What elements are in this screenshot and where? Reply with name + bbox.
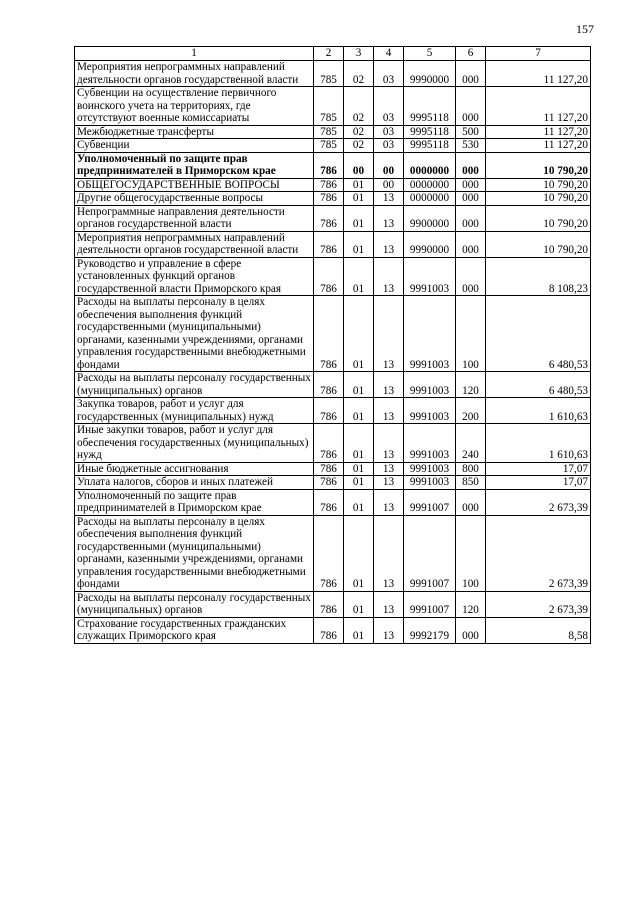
header-cell: 1 bbox=[75, 47, 314, 61]
row-admin-code-cell: 785 bbox=[314, 87, 344, 126]
row-section-cell: 01 bbox=[344, 591, 374, 617]
row-admin-code-cell: 786 bbox=[314, 515, 344, 591]
header-cell: 7 bbox=[486, 47, 591, 61]
row-name-cell: Уполномоченный по защите прав предпринимателей в Приморском крае bbox=[75, 152, 314, 178]
row-section-cell: 01 bbox=[344, 296, 374, 372]
row-amount-cell: 10 790,20 bbox=[486, 192, 591, 206]
row-admin-code-cell: 786 bbox=[314, 231, 344, 257]
row-section-cell: 02 bbox=[344, 87, 374, 126]
row-expense-type-cell: 000 bbox=[456, 257, 486, 296]
row-name-cell: Закупка товаров, работ и услуг для государственных (муниципальных) нужд bbox=[75, 398, 314, 424]
row-expense-type-cell: 000 bbox=[456, 231, 486, 257]
row-subsection-cell: 13 bbox=[374, 424, 404, 463]
row-subsection-cell: 13 bbox=[374, 591, 404, 617]
row-admin-code-cell: 786 bbox=[314, 398, 344, 424]
row-name-cell: Мероприятия непрограммных направлений деятельности органов государственной власти bbox=[75, 61, 314, 87]
row-subsection-cell: 13 bbox=[374, 192, 404, 206]
row-admin-code-cell: 786 bbox=[314, 296, 344, 372]
row-section-cell: 01 bbox=[344, 476, 374, 490]
row-admin-code-cell: 786 bbox=[314, 205, 344, 231]
row-expense-type-cell: 000 bbox=[456, 617, 486, 643]
row-expense-type-cell: 000 bbox=[456, 205, 486, 231]
table-row bbox=[75, 178, 591, 192]
table-row bbox=[75, 462, 591, 476]
row-amount-cell: 6 480,53 bbox=[486, 296, 591, 372]
row-name-cell: Межбюджетные трансферты bbox=[75, 125, 314, 139]
row-admin-code-cell: 785 bbox=[314, 139, 344, 153]
table-row bbox=[75, 125, 591, 139]
row-target-article-cell: 0000000 bbox=[404, 152, 456, 178]
table-row bbox=[75, 296, 591, 372]
row-target-article-cell: 0000000 bbox=[404, 192, 456, 206]
row-target-article-cell: 9900000 bbox=[404, 205, 456, 231]
row-expense-type-cell: 000 bbox=[456, 152, 486, 178]
row-name-cell: Субвенции на осуществление первичного воинского учета на территориях, где отсутствуют военные комиссариаты bbox=[75, 87, 314, 126]
row-name-cell: Руководство и управление в сфере установленных функций органов государственной власти Приморского края bbox=[75, 257, 314, 296]
row-target-article-cell: 9991003 bbox=[404, 424, 456, 463]
table-row bbox=[75, 372, 591, 398]
row-section-cell: 01 bbox=[344, 178, 374, 192]
row-target-article-cell: 9995118 bbox=[404, 125, 456, 139]
row-admin-code-cell: 785 bbox=[314, 125, 344, 139]
row-amount-cell: 6 480,53 bbox=[486, 372, 591, 398]
row-admin-code-cell: 786 bbox=[314, 462, 344, 476]
header-cell: 3 bbox=[344, 47, 374, 61]
row-expense-type-cell: 100 bbox=[456, 296, 486, 372]
row-subsection-cell: 03 bbox=[374, 139, 404, 153]
table-row bbox=[75, 476, 591, 490]
row-amount-cell: 17,07 bbox=[486, 462, 591, 476]
row-name-cell: Другие общегосударственные вопросы bbox=[75, 192, 314, 206]
row-admin-code-cell: 786 bbox=[314, 424, 344, 463]
row-target-article-cell: 9995118 bbox=[404, 87, 456, 126]
row-admin-code-cell: 786 bbox=[314, 476, 344, 490]
row-amount-cell: 11 127,20 bbox=[486, 87, 591, 126]
row-expense-type-cell: 530 bbox=[456, 139, 486, 153]
table-row bbox=[75, 87, 591, 126]
row-subsection-cell: 03 bbox=[374, 87, 404, 126]
row-subsection-cell: 13 bbox=[374, 462, 404, 476]
row-admin-code-cell: 786 bbox=[314, 178, 344, 192]
header-cell: 5 bbox=[404, 47, 456, 61]
row-subsection-cell: 00 bbox=[374, 152, 404, 178]
row-expense-type-cell: 800 bbox=[456, 462, 486, 476]
row-amount-cell: 10 790,20 bbox=[486, 231, 591, 257]
table-header-row bbox=[75, 47, 591, 61]
row-section-cell: 01 bbox=[344, 398, 374, 424]
row-admin-code-cell: 786 bbox=[314, 152, 344, 178]
row-name-cell: Мероприятия непрограммных направлений деятельности органов государственной власти bbox=[75, 231, 314, 257]
row-admin-code-cell: 786 bbox=[314, 192, 344, 206]
row-name-cell: Страхование государственных гражданских служащих Приморского края bbox=[75, 617, 314, 643]
row-expense-type-cell: 120 bbox=[456, 591, 486, 617]
row-expense-type-cell: 120 bbox=[456, 372, 486, 398]
table-row bbox=[75, 424, 591, 463]
row-amount-cell: 11 127,20 bbox=[486, 139, 591, 153]
row-name-cell: Расходы на выплаты персоналу государственных (муниципальных) органов bbox=[75, 591, 314, 617]
row-name-cell: Субвенции bbox=[75, 139, 314, 153]
row-target-article-cell: 9995118 bbox=[404, 139, 456, 153]
table-row bbox=[75, 257, 591, 296]
row-subsection-cell: 13 bbox=[374, 398, 404, 424]
row-subsection-cell: 13 bbox=[374, 617, 404, 643]
row-target-article-cell: 0000000 bbox=[404, 178, 456, 192]
row-subsection-cell: 03 bbox=[374, 61, 404, 87]
row-name-cell: Расходы на выплаты персоналу государственных (муниципальных) органов bbox=[75, 372, 314, 398]
table-row bbox=[75, 398, 591, 424]
table-row bbox=[75, 61, 591, 87]
header-cell: 4 bbox=[374, 47, 404, 61]
row-name-cell: Непрограммные направления деятельности органов государственной власти bbox=[75, 205, 314, 231]
budget-table-body bbox=[75, 47, 591, 644]
row-section-cell: 02 bbox=[344, 61, 374, 87]
row-subsection-cell: 13 bbox=[374, 205, 404, 231]
row-name-cell: Иные закупки товаров, работ и услуг для обеспечения государственных (муниципальных) нужд bbox=[75, 424, 314, 463]
row-section-cell: 01 bbox=[344, 257, 374, 296]
row-section-cell: 01 bbox=[344, 489, 374, 515]
row-section-cell: 01 bbox=[344, 372, 374, 398]
row-subsection-cell: 13 bbox=[374, 257, 404, 296]
table-row bbox=[75, 515, 591, 591]
row-name-cell: Иные бюджетные ассигнования bbox=[75, 462, 314, 476]
row-target-article-cell: 9991003 bbox=[404, 398, 456, 424]
budget-table bbox=[74, 46, 591, 644]
row-name-cell: Уполномоченный по защите прав предпринимателей в Приморском крае bbox=[75, 489, 314, 515]
row-target-article-cell: 9991007 bbox=[404, 591, 456, 617]
row-expense-type-cell: 000 bbox=[456, 489, 486, 515]
row-target-article-cell: 9990000 bbox=[404, 61, 456, 87]
row-subsection-cell: 13 bbox=[374, 489, 404, 515]
row-subsection-cell: 00 bbox=[374, 178, 404, 192]
row-admin-code-cell: 786 bbox=[314, 257, 344, 296]
row-section-cell: 01 bbox=[344, 424, 374, 463]
row-target-article-cell: 9990000 bbox=[404, 231, 456, 257]
row-amount-cell: 2 673,39 bbox=[486, 515, 591, 591]
row-target-article-cell: 9991003 bbox=[404, 296, 456, 372]
row-name-cell: Расходы на выплаты персоналу в целях обеспечения выполнения функций государственными (муниципальными) органами, казенными учреждениями, органами управления государственными внебюджетными фондами bbox=[75, 296, 314, 372]
row-expense-type-cell: 850 bbox=[456, 476, 486, 490]
table-row bbox=[75, 139, 591, 153]
row-subsection-cell: 13 bbox=[374, 296, 404, 372]
row-target-article-cell: 9991003 bbox=[404, 476, 456, 490]
row-section-cell: 01 bbox=[344, 205, 374, 231]
row-section-cell: 01 bbox=[344, 231, 374, 257]
row-target-article-cell: 9991007 bbox=[404, 489, 456, 515]
table-row bbox=[75, 591, 591, 617]
row-section-cell: 00 bbox=[344, 152, 374, 178]
row-expense-type-cell: 100 bbox=[456, 515, 486, 591]
table-row bbox=[75, 231, 591, 257]
row-expense-type-cell: 500 bbox=[456, 125, 486, 139]
row-subsection-cell: 03 bbox=[374, 125, 404, 139]
row-name-cell: ОБЩЕГОСУДАРСТВЕННЫЕ ВОПРОСЫ bbox=[75, 178, 314, 192]
row-amount-cell: 1 610,63 bbox=[486, 398, 591, 424]
row-subsection-cell: 13 bbox=[374, 515, 404, 591]
row-target-article-cell: 9991003 bbox=[404, 462, 456, 476]
row-target-article-cell: 9991003 bbox=[404, 257, 456, 296]
row-subsection-cell: 13 bbox=[374, 372, 404, 398]
row-section-cell: 01 bbox=[344, 515, 374, 591]
table-row bbox=[75, 205, 591, 231]
row-amount-cell: 10 790,20 bbox=[486, 205, 591, 231]
row-admin-code-cell: 785 bbox=[314, 61, 344, 87]
row-amount-cell: 8 108,23 bbox=[486, 257, 591, 296]
row-subsection-cell: 13 bbox=[374, 476, 404, 490]
row-expense-type-cell: 240 bbox=[456, 424, 486, 463]
row-admin-code-cell: 786 bbox=[314, 591, 344, 617]
header-cell: 2 bbox=[314, 47, 344, 61]
row-expense-type-cell: 200 bbox=[456, 398, 486, 424]
row-admin-code-cell: 786 bbox=[314, 617, 344, 643]
row-amount-cell: 11 127,20 bbox=[486, 125, 591, 139]
row-amount-cell: 10 790,20 bbox=[486, 178, 591, 192]
row-amount-cell: 2 673,39 bbox=[486, 591, 591, 617]
row-amount-cell: 8,58 bbox=[486, 617, 591, 643]
row-section-cell: 02 bbox=[344, 139, 374, 153]
row-name-cell: Уплата налогов, сборов и иных платежей bbox=[75, 476, 314, 490]
row-section-cell: 01 bbox=[344, 192, 374, 206]
table-row bbox=[75, 152, 591, 178]
row-expense-type-cell: 000 bbox=[456, 87, 486, 126]
row-section-cell: 01 bbox=[344, 462, 374, 476]
row-expense-type-cell: 000 bbox=[456, 178, 486, 192]
row-amount-cell: 10 790,20 bbox=[486, 152, 591, 178]
row-section-cell: 01 bbox=[344, 617, 374, 643]
header-cell: 6 bbox=[456, 47, 486, 61]
page-number: 157 bbox=[576, 22, 594, 36]
row-section-cell: 02 bbox=[344, 125, 374, 139]
row-amount-cell: 1 610,63 bbox=[486, 424, 591, 463]
row-admin-code-cell: 786 bbox=[314, 489, 344, 515]
row-amount-cell: 11 127,20 bbox=[486, 61, 591, 87]
row-target-article-cell: 9991007 bbox=[404, 515, 456, 591]
row-admin-code-cell: 786 bbox=[314, 372, 344, 398]
table-row bbox=[75, 192, 591, 206]
row-target-article-cell: 9991003 bbox=[404, 372, 456, 398]
row-amount-cell: 17,07 bbox=[486, 476, 591, 490]
row-expense-type-cell: 000 bbox=[456, 192, 486, 206]
row-amount-cell: 2 673,39 bbox=[486, 489, 591, 515]
row-expense-type-cell: 000 bbox=[456, 61, 486, 87]
row-name-cell: Расходы на выплаты персоналу в целях обеспечения выполнения функций государственными (муниципальными) органами, казенными учреждениями, органами управления государственными внебюджетными фондами bbox=[75, 515, 314, 591]
table-row bbox=[75, 617, 591, 643]
table-row bbox=[75, 489, 591, 515]
row-subsection-cell: 13 bbox=[374, 231, 404, 257]
row-target-article-cell: 9992179 bbox=[404, 617, 456, 643]
